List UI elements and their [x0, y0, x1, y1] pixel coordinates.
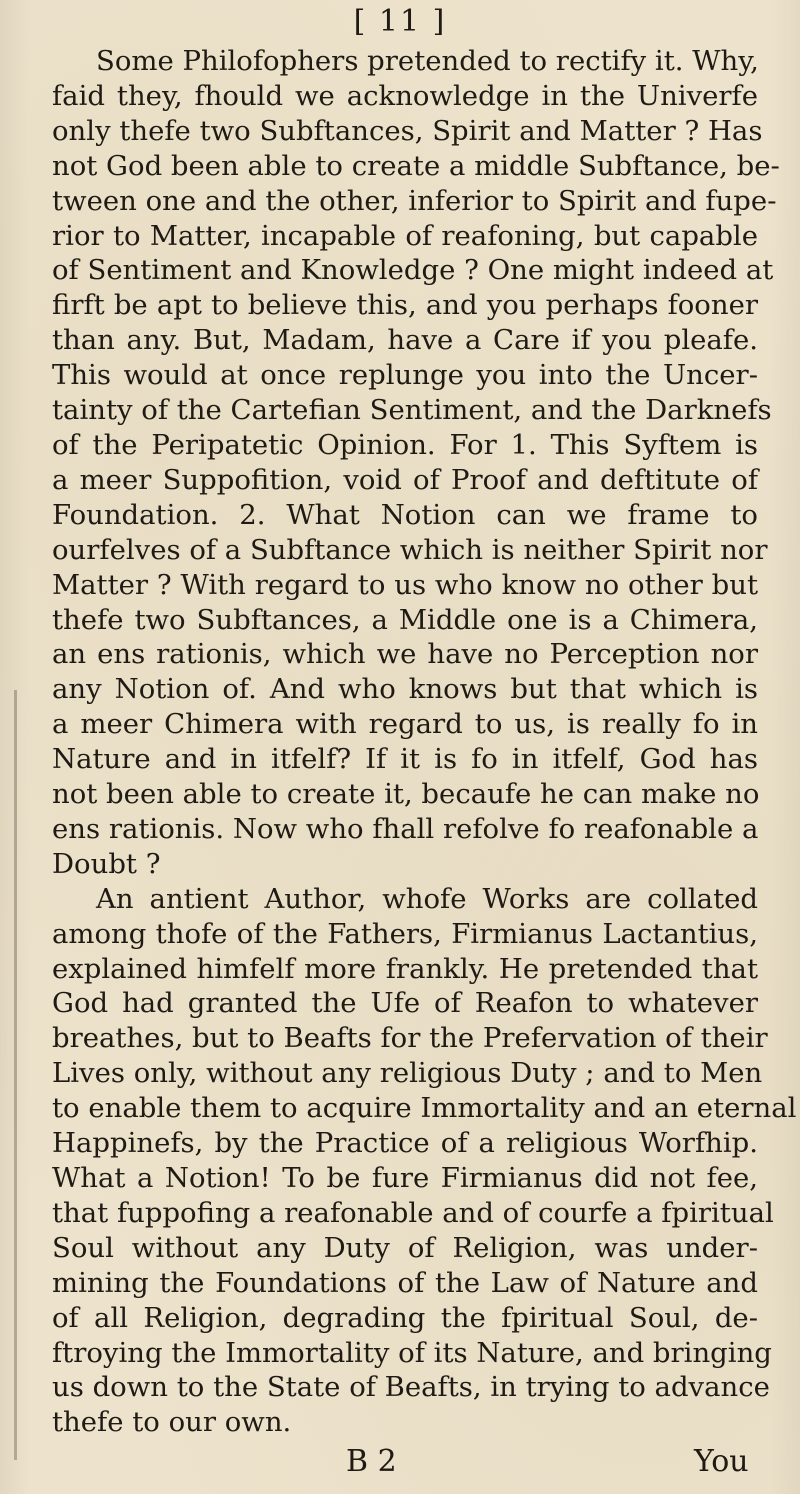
text-line: explained himfelf more frankly. He pretended that: [52, 952, 758, 985]
text-line: What a Notion! To be fure Firmianus did not fee,: [52, 1162, 758, 1194]
text-line: to enable them to acquire Immortality and an eternal: [52, 1092, 797, 1125]
text-line: mining the Foundations of the Law of Nature and: [52, 1266, 758, 1299]
text-line: a meer Chimera with regard to us, is really fo in: [52, 708, 758, 741]
text-line: tween one and the other, inferior to Spirit and fupe-: [52, 184, 777, 217]
text-line: breathes, but to Beafts for the Prefervation of their: [52, 1022, 768, 1055]
text-line: An antient Author, whofe Works are collated: [96, 882, 758, 915]
text-line: an ens rationis, which we have no Perception nor: [52, 638, 758, 671]
text-line: than any. But, Madam, have a Care if you pleafe.: [52, 324, 758, 357]
text-line: thefe to our own.: [52, 1406, 292, 1439]
text-line: firft be apt to believe this, and you perhaps fooner: [52, 289, 758, 322]
text-line: Happinefs, by the Practice of a religious Worfhip.: [52, 1127, 758, 1160]
text-line: of the Peripatetic Opinion. For 1. This Syftem is: [52, 428, 758, 461]
text-line: a meer Suppofition, void of Proof and deftitute of: [52, 463, 758, 496]
text-line: ens rationis. Now who fhall refolve fo reafonable a: [52, 812, 759, 845]
text-line: faid they, fhould we acknowledge in the Univerfe: [52, 79, 758, 112]
text-line: not God been able to create a middle Subftance, be-: [52, 149, 780, 182]
signature-mark: B 2: [346, 1444, 397, 1479]
page-footer: [0, 1444, 800, 1484]
text-line: of Sentiment and Knowledge ? One might indeed at: [52, 254, 774, 287]
text-line: God had granted the Ufe of Reafon to whatever: [52, 987, 758, 1020]
text-line: Nature and in itfelf? If it is fo in itfelf, God has: [52, 743, 758, 776]
page-number: [ 11 ]: [353, 4, 447, 39]
text-line: Some Philofophers pretended to rectify it. Why,: [96, 45, 759, 77]
text-line: not been able to create it, becaufe he can make no: [52, 778, 760, 811]
text-line: Doubt ?: [52, 847, 161, 880]
text-line: This would at once replunge you into the Uncer-: [52, 359, 758, 392]
text-line: any Notion of. And who knows but that which is: [52, 673, 758, 706]
text-line: Soul without any Duty of Religion, was under-: [52, 1231, 758, 1264]
text-line: ftroying the Immortality of its Nature, and bringing: [52, 1336, 772, 1369]
text-line: us down to the State of Beafts, in trying to advance: [52, 1371, 770, 1404]
text-line: among thofe of the Fathers, Firmianus Lactantius,: [52, 917, 758, 950]
text-line: ourfelves of a Subftance which is neither Spirit nor: [52, 533, 768, 566]
text-line: of all Religion, degrading the fpiritual Soul, de-: [52, 1301, 758, 1334]
text-line: thefe two Subftances, a Middle one is a Chimera,: [52, 603, 758, 636]
catchword: You: [694, 1444, 749, 1479]
text-line: Foundation. 2. What Notion can we frame to: [52, 498, 758, 531]
body-text: [52, 44, 797, 1440]
binding-shadow: [14, 690, 17, 1460]
text-line: rior to Matter, incapable of reafoning, but capable: [52, 219, 758, 252]
text-line: only thefe two Subftances, Spirit and Matter ? Has: [52, 114, 763, 147]
text-line: Matter ? With regard to us who know no other but: [52, 568, 758, 601]
text-line: Lives only, without any religious Duty ; and to Men: [52, 1057, 763, 1090]
text-line: that fuppofing a reafonable and of courfe a fpiritual: [52, 1196, 774, 1229]
text-line: tainty of the Cartefian Sentiment, and the Darknefs: [52, 394, 772, 427]
